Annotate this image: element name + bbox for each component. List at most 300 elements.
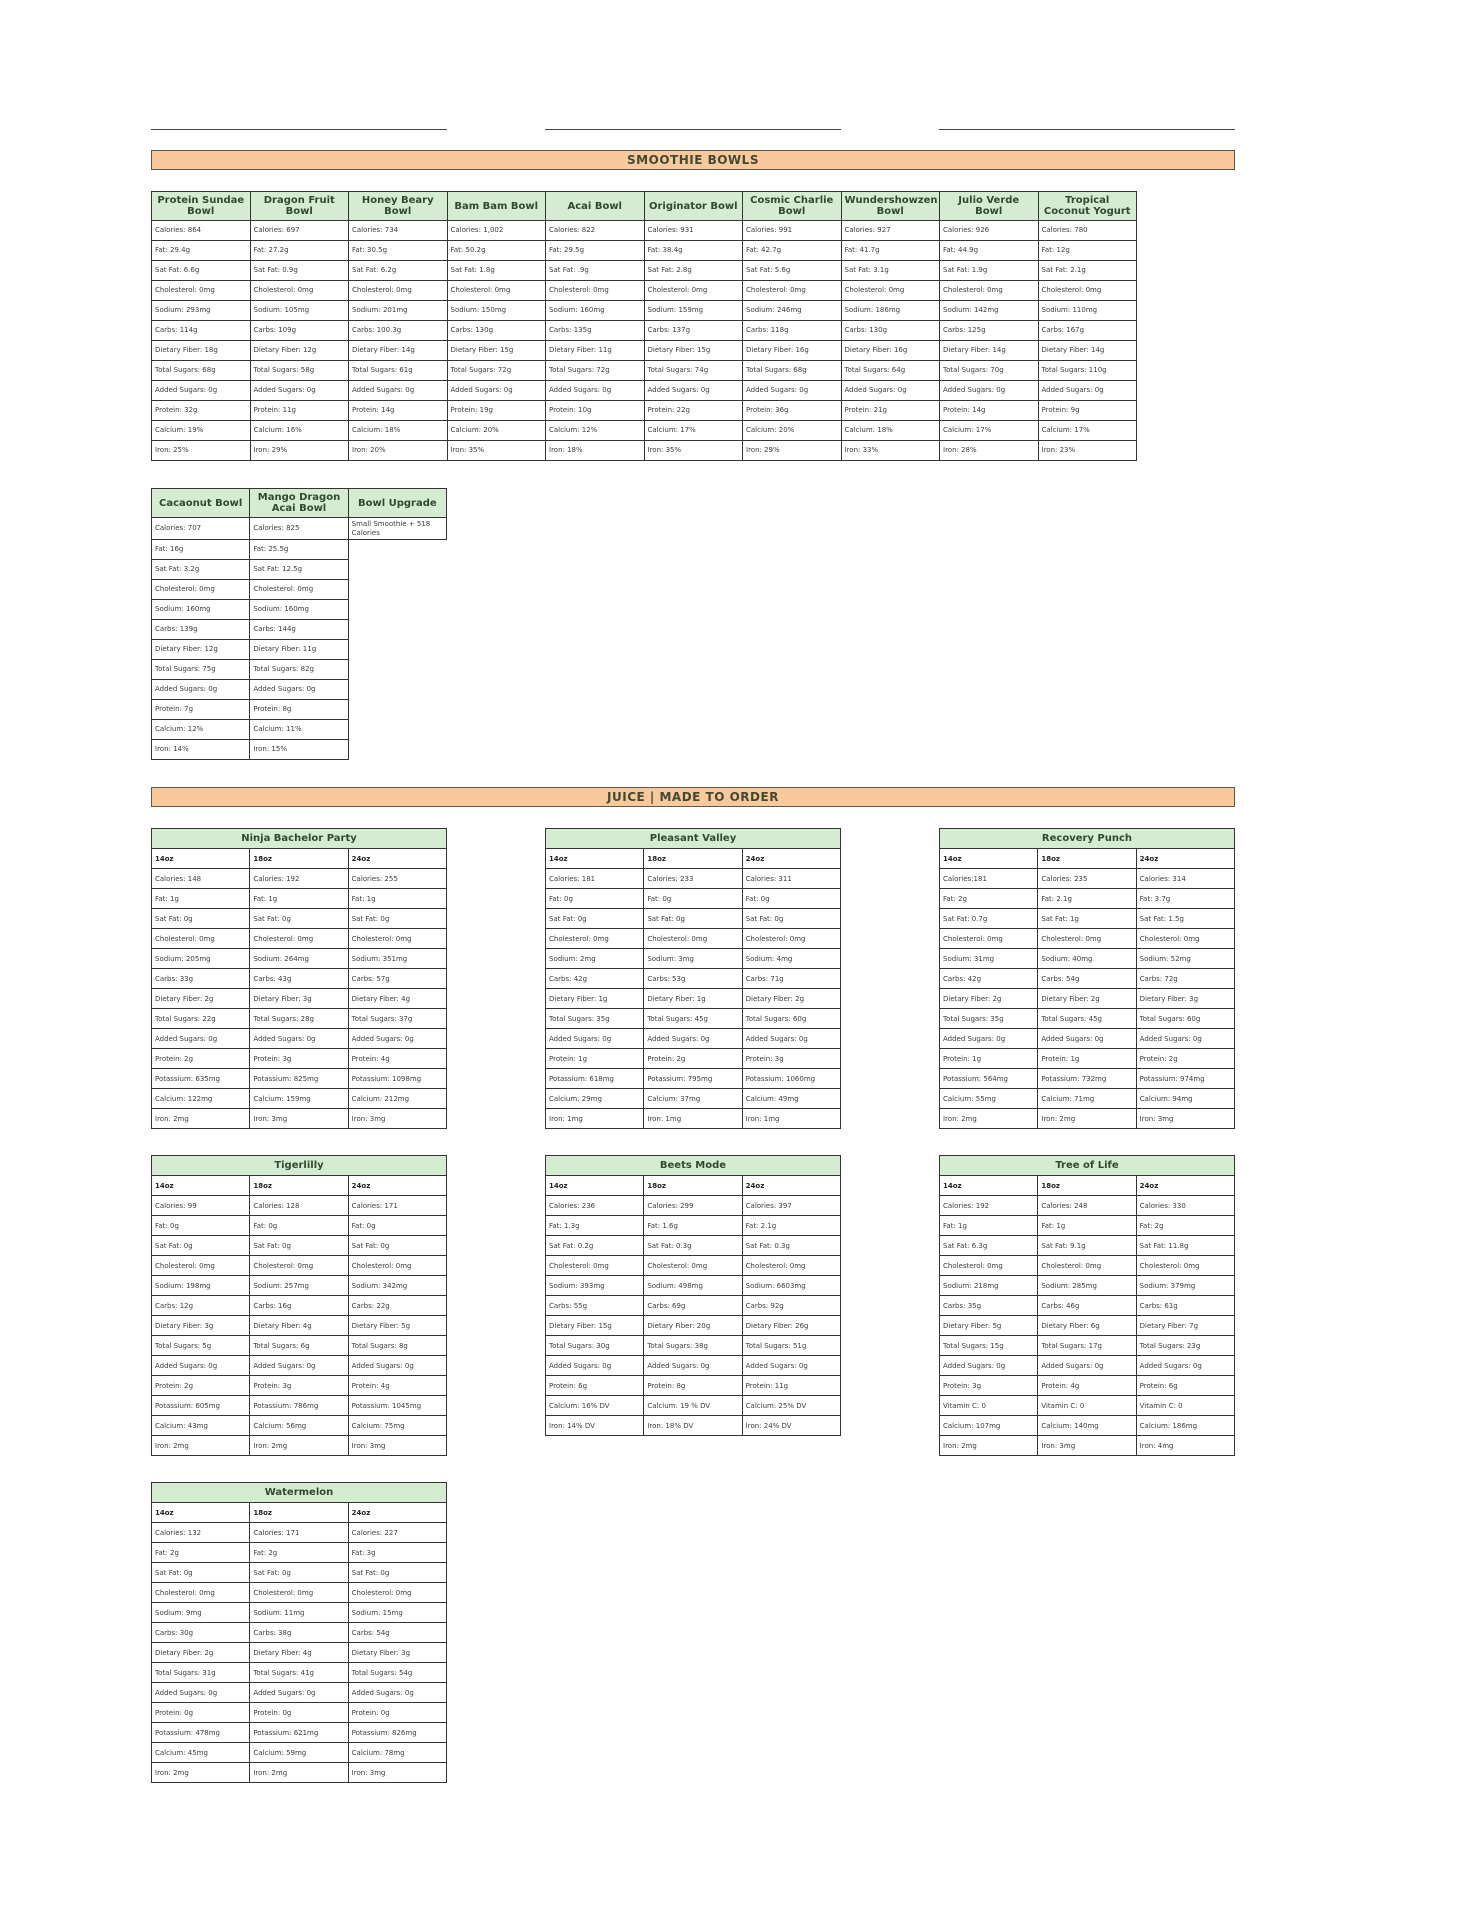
nutrient-cell: Dietary Fiber: 16g (743, 341, 842, 361)
nutrient-cell: Fat: 29.5g (546, 241, 645, 261)
nutrient-cell: Protein: 4g (1038, 1376, 1136, 1396)
table-row (546, 949, 841, 969)
smoothie-bowls-table-2 (151, 488, 447, 760)
table-row (152, 518, 447, 540)
nutrient-cell: Carbs: 125g (940, 321, 1039, 341)
nutrient-cell: Carbs: 35g (940, 1296, 1038, 1316)
nutrient-cell: Carbs: 167g (1038, 321, 1137, 341)
table-row (152, 740, 447, 760)
section-banner-smoothie-bowls: SMOOTHIE BOWLS (151, 150, 1235, 170)
nutrient-cell: Iron: 2mg (940, 1109, 1038, 1129)
nutrient-cell: Iron: 24% DV (742, 1416, 840, 1436)
nutrient-cell: Sat Fat: 2.8g (644, 261, 743, 281)
nutrient-cell: Added Sugars: 0g (940, 1029, 1038, 1049)
nutrient-cell: Total Sugars: 31g (152, 1663, 250, 1683)
nutrient-cell: Calories: 1,002 (447, 221, 546, 241)
nutrient-cell: Dietary Fiber: 7g (1136, 1316, 1234, 1336)
nutrient-cell: Calcium: 56mg (250, 1416, 348, 1436)
nutrient-cell: Sat Fat: 0g (348, 1563, 446, 1583)
table-row (152, 301, 1137, 321)
nutrient-cell: Sodium: 257mg (250, 1276, 348, 1296)
nutrient-cell: Carbs: 33g (152, 969, 250, 989)
nutrient-cell: Sat Fat: 12.5g (250, 560, 348, 580)
nutrient-cell: Fat: 0g (742, 889, 840, 909)
nutrient-cell: Cholesterol: 0mg (644, 281, 743, 301)
nutrient-cell: Calcium: 159mg (250, 1089, 348, 1109)
size-label: 18oz (644, 1176, 742, 1196)
table-row (546, 1276, 841, 1296)
nutrient-cell: Added Sugars: 0g (152, 1356, 250, 1376)
nutrient-cell: Calories: 235 (1038, 869, 1136, 889)
nutrient-cell: Dietary Fiber: 5g (940, 1316, 1038, 1336)
nutrient-cell: Sat Fat: 0g (250, 1563, 348, 1583)
nutrient-cell: Calories: 825 (250, 518, 348, 540)
nutrient-cell: Dietary Fiber: 15g (546, 1316, 644, 1336)
nutrient-cell: Calories: 99 (152, 1196, 250, 1216)
nutrient-cell: Total Sugars: 60g (742, 1009, 840, 1029)
nutrient-cell: Calories: 255 (348, 869, 446, 889)
nutrient-cell: Fat: 2g (152, 1543, 250, 1563)
nutrient-cell: Fat: 44.9g (940, 241, 1039, 261)
table-row (546, 1316, 841, 1336)
nutrient-cell: Iron: 2mg (250, 1763, 348, 1783)
nutrient-cell: Added Sugars: 0g (250, 680, 348, 700)
nutrient-cell: Calories: 822 (546, 221, 645, 241)
size-label: 14oz (546, 849, 644, 869)
nutrient-cell: Sat Fat: 0g (250, 1236, 348, 1256)
nutrient-cell: Total Sugars: 45g (644, 1009, 742, 1029)
size-label: 18oz (250, 1503, 348, 1523)
nutrient-cell: Carbs: 100.3g (349, 321, 448, 341)
nutrient-cell: Cholesterol: 0mg (940, 281, 1039, 301)
table-row (546, 1396, 841, 1416)
nutrient-cell: Calcium: 18% (349, 421, 448, 441)
nutrient-cell: Added Sugars: 0g (152, 1029, 250, 1049)
nutrient-cell: Calories: 248 (1038, 1196, 1136, 1216)
nutrient-cell: Iron: 14% DV (546, 1416, 644, 1436)
table-row (940, 1396, 1235, 1416)
nutrient-cell: Fat: 12g (1038, 241, 1137, 261)
nutrient-cell: Calories: 227 (348, 1523, 446, 1543)
nutrient-cell: Sat Fat: 6.3g (940, 1236, 1038, 1256)
nutrient-cell: Sodium: 40mg (1038, 949, 1136, 969)
table-row (546, 1416, 841, 1436)
table-row (546, 1109, 841, 1129)
table-row (152, 1376, 447, 1396)
nutrient-cell: Carbs: 42g (546, 969, 644, 989)
nutrient-cell: Iron: 3mg (1136, 1109, 1234, 1129)
table-row (546, 1069, 841, 1089)
table-row (152, 1523, 447, 1543)
nutrient-cell: Total Sugars: 60g (1136, 1009, 1234, 1029)
nutrient-cell: Calories: 864 (152, 221, 251, 241)
bowl-name: Julio Verde Bowl (940, 192, 1039, 221)
nutrient-cell: Dietary Fiber: 6g (1038, 1316, 1136, 1336)
table-row (152, 421, 1137, 441)
nutrient-cell: Dietary Fiber: 2g (152, 1643, 250, 1663)
table-row (152, 1416, 447, 1436)
nutrient-cell: Sodium: 186mg (841, 301, 940, 321)
nutrient-cell: Calories: 926 (940, 221, 1039, 241)
juice-table-tree-of-life (939, 1155, 1235, 1456)
table-row (940, 1236, 1235, 1256)
nutrient-cell: Dietary Fiber: 12g (152, 640, 250, 660)
nutrient-cell: Fat: 2g (250, 1543, 348, 1563)
smoothie-bowls-table (151, 191, 1137, 461)
nutrient-cell: Calcium: 37mg (644, 1089, 742, 1109)
size-label: 14oz (546, 1176, 644, 1196)
top-rule-center (545, 129, 841, 130)
nutrient-cell: Sat Fat: 6.2g (349, 261, 448, 281)
nutrient-cell: Sat Fat: 1.9g (940, 261, 1039, 281)
table-row (152, 600, 447, 620)
nutrient-cell: Iron: 18% (546, 441, 645, 461)
bowl-name: Mango Dragon Acai Bowl (250, 489, 348, 518)
nutrient-cell: Sat Fat: 0.9g (250, 261, 349, 281)
table-row (152, 640, 447, 660)
nutrient-cell: Calcium: 94mg (1136, 1089, 1234, 1109)
nutrient-cell: Carbs: 12g (152, 1296, 250, 1316)
bowl-name: Originator Bowl (644, 192, 743, 221)
table-row (546, 1296, 841, 1316)
table-row (152, 1663, 447, 1683)
nutrient-cell: Dietary Fiber: 1g (644, 989, 742, 1009)
table-row (152, 869, 447, 889)
size-label: 18oz (1038, 1176, 1136, 1196)
nutrient-cell: Sodium: 31mg (940, 949, 1038, 969)
size-row (152, 1176, 447, 1196)
nutrient-cell: Sodium: 498mg (644, 1276, 742, 1296)
nutrient-cell: Sat Fat: 0g (348, 909, 446, 929)
table-row (152, 1743, 447, 1763)
table-row (940, 1216, 1235, 1236)
bowl-name: Tropical Coconut Yogurt (1038, 192, 1137, 221)
bowl-name: Cosmic Charlie Bowl (743, 192, 842, 221)
nutrient-cell: Cholesterol: 0mg (250, 929, 348, 949)
table-row (546, 869, 841, 889)
table-row (546, 969, 841, 989)
nutrient-cell: Dietary Fiber: 1g (546, 989, 644, 1009)
nutrient-cell: Sodium: 6603mg (742, 1276, 840, 1296)
nutrient-cell: Fat: 0g (546, 889, 644, 909)
nutrient-cell: Sodium: 160mg (250, 600, 348, 620)
nutrient-cell: Carbs: 16g (250, 1296, 348, 1316)
nutrient-cell: Fat: 42.7g (743, 241, 842, 261)
nutrient-cell: Fat: 16g (152, 540, 250, 560)
nutrient-cell: Fat: 2.1g (742, 1216, 840, 1236)
juice-table-beets-mode (545, 1155, 841, 1436)
table-row (152, 1623, 447, 1643)
nutrient-cell: Protein: 2g (152, 1049, 250, 1069)
nutrient-cell: Total Sugars: 64g (841, 361, 940, 381)
nutrient-cell: Calcium: 17% (644, 421, 743, 441)
table-row (152, 401, 1137, 421)
table-row (546, 1049, 841, 1069)
nutrient-cell: Calories: 132 (152, 1523, 250, 1543)
table-row (152, 381, 1137, 401)
empty-cell (348, 560, 446, 580)
table-row (940, 1109, 1235, 1129)
nutrient-cell: Potassium: 1098mg (348, 1069, 446, 1089)
nutrient-cell: Calcium: 19% (152, 421, 251, 441)
nutrient-cell: Sodium: 2mg (546, 949, 644, 969)
table-row (152, 321, 1137, 341)
nutrient-cell: Iron: 3mg (348, 1763, 446, 1783)
nutrient-cell: Added Sugars: 0g (349, 381, 448, 401)
nutrient-cell: Added Sugars: 0g (250, 1356, 348, 1376)
nutrient-cell: Potassium: 786mg (250, 1396, 348, 1416)
size-label: 18oz (1038, 849, 1136, 869)
table-row (152, 1436, 447, 1456)
nutrient-cell: Total Sugars: 8g (348, 1336, 446, 1356)
table-row (152, 441, 1137, 461)
nutrient-cell: Protein: 3g (250, 1049, 348, 1069)
table-row (152, 281, 1137, 301)
table-row (152, 1723, 447, 1743)
nutrient-cell: Dietary Fiber: 18g (152, 341, 251, 361)
nutrient-cell: Potassium: 1060mg (742, 1069, 840, 1089)
nutrient-cell: Iron: 35% (447, 441, 546, 461)
size-label: 24oz (348, 1176, 446, 1196)
nutrient-cell: Fat: 41.7g (841, 241, 940, 261)
nutrient-cell: Fat: 0g (348, 1216, 446, 1236)
nutrient-cell: Iron: 2mg (152, 1436, 250, 1456)
nutrient-cell: Fat: 0g (644, 889, 742, 909)
nutrient-cell: Total Sugars: 35g (546, 1009, 644, 1029)
table-row (152, 1296, 447, 1316)
nutrient-cell: Iron: 33% (841, 441, 940, 461)
nutrient-cell: Carbs: 46g (1038, 1296, 1136, 1316)
juice-name: Recovery Punch (940, 829, 1235, 849)
juice-title-row (546, 829, 841, 849)
nutrient-cell: Cholesterol: 0mg (250, 1256, 348, 1276)
nutrient-cell: Sodium: 379mg (1136, 1276, 1234, 1296)
table-row (546, 1216, 841, 1236)
table-row (940, 1069, 1235, 1089)
juice-name: Tigerlilly (152, 1156, 447, 1176)
nutrient-cell: Sat Fat: 3.2g (152, 560, 250, 580)
nutrient-cell: Cholesterol: 0mg (742, 929, 840, 949)
table-row (940, 869, 1235, 889)
nutrient-cell: Calories: 236 (546, 1196, 644, 1216)
size-row (546, 849, 841, 869)
table-row (152, 1543, 447, 1563)
nutrient-cell: Cholesterol: 0mg (644, 1256, 742, 1276)
table-row (152, 580, 447, 600)
table-row (152, 620, 447, 640)
nutrient-cell: Sodium: 142mg (940, 301, 1039, 321)
table-row (152, 1089, 447, 1109)
nutrient-cell: Carbs: 92g (742, 1296, 840, 1316)
nutrient-cell: Iron: 23% (1038, 441, 1137, 461)
nutrient-cell: Calcium: 18% (841, 421, 940, 441)
juice-name: Watermelon (152, 1483, 447, 1503)
nutrient-cell: Cholesterol: 0mg (742, 1256, 840, 1276)
nutrient-cell: Fat: 1g (250, 889, 348, 909)
size-label: 14oz (152, 1503, 250, 1523)
table-row (152, 1316, 447, 1336)
empty-cell (348, 660, 446, 680)
nutrient-cell: Iron: 1mg (742, 1109, 840, 1129)
nutrient-cell: Sat Fat: 0g (348, 1236, 446, 1256)
nutrient-cell: Potassium: 478mg (152, 1723, 250, 1743)
nutrient-cell: Total Sugars: 72g (546, 361, 645, 381)
nutrient-cell: Carbs: 114g (152, 321, 251, 341)
nutrient-cell: Iron: 2mg (152, 1763, 250, 1783)
nutrient-cell: Sat Fat: 1g (1038, 909, 1136, 929)
nutrient-cell: Dietary Fiber: 3g (152, 1316, 250, 1336)
table-row (940, 1049, 1235, 1069)
nutrient-cell: Calories: 707 (152, 518, 250, 540)
nutrient-cell: Carbs: 130g (447, 321, 546, 341)
juice-title-row (940, 1156, 1235, 1176)
table-row (152, 1583, 447, 1603)
nutrient-cell: Carbs: 135g (546, 321, 645, 341)
nutrient-cell: Iron: 15% (250, 740, 348, 760)
juice-title-row (546, 1156, 841, 1176)
nutrient-cell: Fat: 0g (152, 1216, 250, 1236)
nutrient-cell: Potassium: 635mg (152, 1069, 250, 1089)
table-row (546, 1009, 841, 1029)
table-row (152, 1763, 447, 1783)
nutrient-cell: Sodium: 110mg (1038, 301, 1137, 321)
nutrient-cell: Iron: 3mg (348, 1436, 446, 1456)
nutrient-cell: Dietary Fiber: 2g (940, 989, 1038, 1009)
nutrient-cell: Sat Fat: 2.1g (1038, 261, 1137, 281)
nutrient-cell: Calories: 311 (742, 869, 840, 889)
empty-cell (348, 580, 446, 600)
table-row (940, 969, 1235, 989)
nutrient-cell: Sat Fat: 1.5g (1136, 909, 1234, 929)
nutrient-cell: Fat: 1g (152, 889, 250, 909)
nutrient-cell: Fat: 1g (1038, 1216, 1136, 1236)
nutrient-cell: Added Sugars: 0g (152, 381, 251, 401)
table-row (152, 1703, 447, 1723)
nutrient-cell: Dietary Fiber: 4g (250, 1316, 348, 1336)
nutrient-cell: Sodium: 15mg (348, 1603, 446, 1623)
juice-table-ninja-bachelor-party (151, 828, 447, 1129)
table-row (152, 241, 1137, 261)
table-row (152, 680, 447, 700)
nutrient-cell: Iron: 4mg (1136, 1436, 1234, 1456)
table-row (546, 929, 841, 949)
table-row (940, 949, 1235, 969)
nutrient-cell: Carbs: 72g (1136, 969, 1234, 989)
nutrient-cell: Dietary Fiber: 12g (250, 341, 349, 361)
nutrient-cell: Sodium: 198mg (152, 1276, 250, 1296)
nutrient-cell: Protein: 0g (152, 1703, 250, 1723)
nutrient-cell: Calcium: 29mg (546, 1089, 644, 1109)
nutrient-cell: Fat: 1g (348, 889, 446, 909)
nutrient-cell: Fat: 0g (250, 1216, 348, 1236)
nutrient-cell: Dietary Fiber: 2g (1038, 989, 1136, 1009)
nutrient-cell: Cholesterol: 0mg (1038, 281, 1137, 301)
nutrient-cell: Calcium: 12% (546, 421, 645, 441)
size-label: 18oz (644, 849, 742, 869)
nutrient-cell: Carbs: 55g (546, 1296, 644, 1316)
nutrient-cell: Vitamin C: 0 (1038, 1396, 1136, 1416)
nutrient-cell: Total Sugars: 51g (742, 1336, 840, 1356)
nutrient-cell: Cholesterol: 0mg (250, 580, 348, 600)
nutrient-cell: Protein: 2g (644, 1049, 742, 1069)
nutrient-cell: Carbs: 61g (1136, 1296, 1234, 1316)
nutrient-cell: Calcium: 17% (940, 421, 1039, 441)
bowl-name: Bowl Upgrade (348, 489, 446, 518)
nutrient-cell: Fat: 1.6g (644, 1216, 742, 1236)
nutrient-cell: Cholesterol: 0mg (1136, 929, 1234, 949)
nutrient-cell: Protein: 10g (546, 401, 645, 421)
nutrient-cell: Calories:181 (940, 869, 1038, 889)
nutrient-cell: Cholesterol: 0mg (152, 1583, 250, 1603)
nutrient-cell: Dietary Fiber: 11g (250, 640, 348, 660)
table-row (940, 1029, 1235, 1049)
nutrient-cell: Protein: 14g (940, 401, 1039, 421)
nutrient-cell: Total Sugars: 17g (1038, 1336, 1136, 1356)
table-row (152, 341, 1137, 361)
nutrient-cell: Added Sugars: 0g (1136, 1356, 1234, 1376)
table-row (152, 929, 447, 949)
nutrient-cell: Iron: 1mg (546, 1109, 644, 1129)
nutrient-cell: Calories: 927 (841, 221, 940, 241)
nutrient-cell: Potassium: 825mg (250, 1069, 348, 1089)
size-label: 24oz (348, 849, 446, 869)
nutrient-cell: Added Sugars: 0g (644, 1356, 742, 1376)
nutrient-cell: Protein: 19g (447, 401, 546, 421)
nutrient-cell: Total Sugars: 6g (250, 1336, 348, 1356)
size-label: 24oz (742, 1176, 840, 1196)
nutrient-cell: Cholesterol: 0mg (250, 281, 349, 301)
size-row (152, 1503, 447, 1523)
juice-name: Tree of Life (940, 1156, 1235, 1176)
nutrient-cell: Added Sugars: 0g (841, 381, 940, 401)
nutrient-cell: Calories: 299 (644, 1196, 742, 1216)
nutrient-cell: Calcium: 25% DV (742, 1396, 840, 1416)
size-label: 18oz (250, 849, 348, 869)
nutrient-cell: Total Sugars: 70g (940, 361, 1039, 381)
nutrient-cell: Calcium: 49mg (742, 1089, 840, 1109)
nutrient-cell: Calories: 192 (250, 869, 348, 889)
nutrient-cell: Fat: 29.4g (152, 241, 251, 261)
nutrient-cell: Total Sugars: 58g (250, 361, 349, 381)
nutrient-cell: Total Sugars: 38g (644, 1336, 742, 1356)
nutrient-cell: Carbs: 54g (1038, 969, 1136, 989)
nutrient-cell: Carbs: 69g (644, 1296, 742, 1316)
nutrient-cell: Protein: 3g (250, 1376, 348, 1396)
nutrient-cell: Carbs: 42g (940, 969, 1038, 989)
table-row (940, 1256, 1235, 1276)
size-label: 14oz (940, 1176, 1038, 1196)
size-row (940, 1176, 1235, 1196)
nutrient-cell: Calcium: 11% (250, 720, 348, 740)
table-row (940, 989, 1235, 1009)
nutrient-cell: Cholesterol: 0mg (940, 929, 1038, 949)
nutrient-cell: Calcium: 212mg (348, 1089, 446, 1109)
table-row (152, 700, 447, 720)
nutrient-cell: Added Sugars: 0g (250, 381, 349, 401)
size-label: 24oz (348, 1503, 446, 1523)
nutrient-cell: Cholesterol: 0mg (1038, 929, 1136, 949)
juice-name: Pleasant Valley (546, 829, 841, 849)
nutrient-cell: Protein: 6g (546, 1376, 644, 1396)
nutrient-cell: Cholesterol: 0mg (152, 1256, 250, 1276)
nutrient-cell: Total Sugars: 23g (1136, 1336, 1234, 1356)
nutrient-cell: Sat Fat: 0g (250, 909, 348, 929)
nutrient-cell: Fat: 30.5g (349, 241, 448, 261)
table-row (152, 1603, 447, 1623)
nutrient-cell: Calcium: 43mg (152, 1416, 250, 1436)
nutrient-cell: Dietary Fiber: 26g (742, 1316, 840, 1336)
size-label: 18oz (250, 1176, 348, 1196)
